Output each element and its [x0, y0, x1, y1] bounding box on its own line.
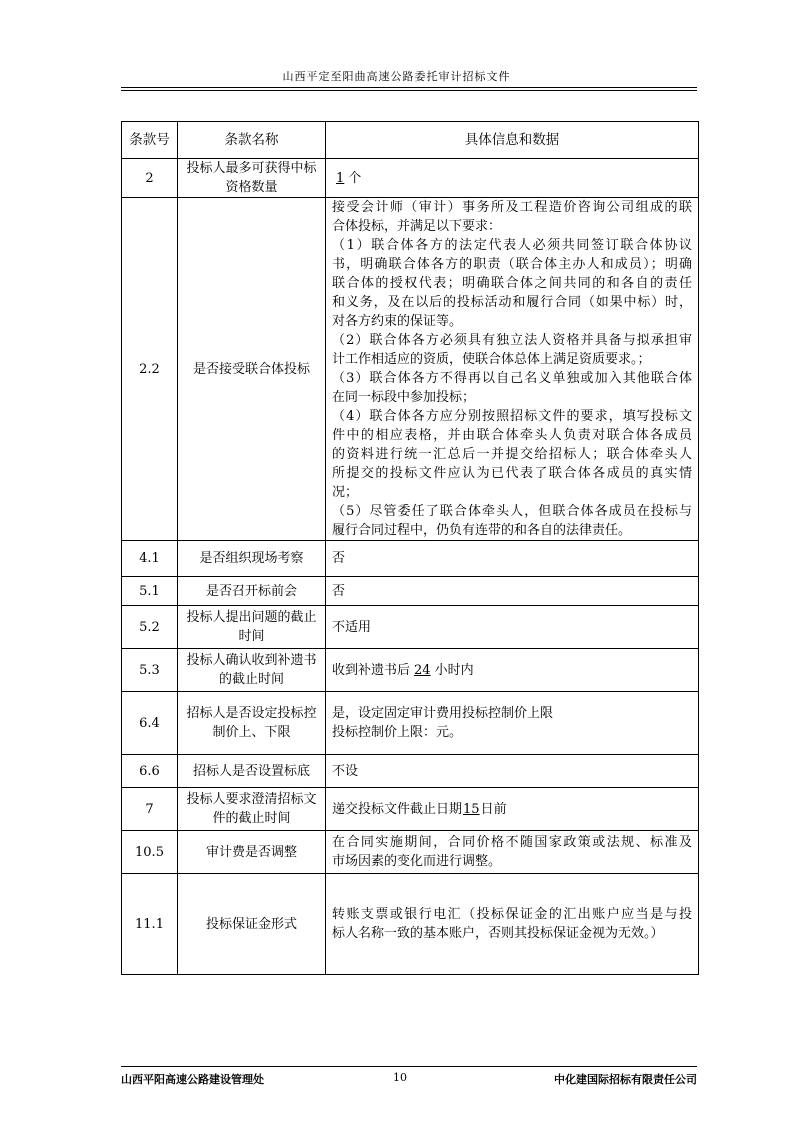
detail-line: 和义务，及在以后的投标活动和履行合同（如果中标）时，	[332, 295, 692, 310]
clause-no: 7	[122, 788, 178, 831]
clause-no: 5.2	[122, 606, 178, 649]
detail-line: 接受会计师（审计）事务所及工程造价咨询公司组成的联	[332, 200, 692, 215]
clause-details: 不设	[326, 755, 699, 788]
clause-details	[326, 198, 699, 541]
header-clause-name: 条款名称	[178, 122, 326, 159]
detail-line: 市场因素的变化而进行调整。	[332, 854, 502, 869]
table-row	[122, 788, 699, 831]
detail-line: （4）联合体各方应分别按照招标文件的要求，填写投标文	[332, 409, 692, 424]
suffix: 小时内	[434, 662, 474, 678]
clause-details	[326, 159, 699, 198]
clause-no: 6.4	[122, 692, 178, 755]
table-row	[122, 606, 699, 649]
detail-line: 在同一标段中参加投标；	[332, 390, 476, 405]
clause-name: 投标人要求澄清招标文件的截止时间	[178, 788, 326, 831]
value: 15	[463, 801, 480, 817]
clause-name: 是否接受联合体投标	[178, 198, 326, 541]
page-header: 山西平定至阳曲高速公路委托审计招标文件	[282, 70, 511, 83]
suffix: 日前	[480, 801, 507, 817]
detail-line: 标人名称一致的基本账户，否则其投标保证金视为无效。）	[332, 926, 664, 941]
table-row	[122, 649, 699, 692]
header-details: 具体信息和数据	[326, 122, 699, 159]
clause-name: 投标保证金形式	[178, 874, 326, 975]
footer-right: 中化建国际招标有限责任公司	[554, 1073, 697, 1086]
detail-line: 投标控制价上限：元。	[332, 725, 463, 740]
clause-name: 投标人确认收到补遗书的截止时间	[178, 649, 326, 692]
header-clause-no: 条款号	[122, 122, 178, 159]
clause-details: 不适用	[326, 606, 699, 649]
detail-line: （5）尽管委任了联合体牵头人，但联合体各成员在投标与	[332, 504, 692, 519]
clause-no: 10.5	[122, 831, 178, 874]
clause-no: 5.1	[122, 577, 178, 606]
clause-no: 2	[122, 159, 178, 198]
prefix: 收到补遗书后	[332, 662, 411, 678]
clause-name: 是否组织现场考察	[178, 541, 326, 577]
detail-line: 是，设定固定审计费用投标控制价上限	[332, 706, 554, 721]
table-row	[122, 692, 699, 755]
header-rule-thin	[121, 90, 697, 91]
footer-left: 山西平阳高速公路建设管理处	[121, 1073, 264, 1086]
clause-details	[326, 831, 699, 874]
clause-no: 5.3	[122, 649, 178, 692]
tender-data-table	[121, 121, 699, 975]
footer-rule	[121, 1066, 697, 1067]
clause-details	[326, 788, 699, 831]
detail-line: 计工作相适应的资质，使联合体总体上满足资质要求。；	[332, 352, 651, 367]
clause-no: 6.6	[122, 755, 178, 788]
table-row	[122, 755, 699, 788]
detail-line: 的资料进行统一汇总后一并提交给招标人；联合体牵头人	[332, 447, 692, 462]
value: 1	[336, 170, 345, 186]
table-row	[122, 198, 699, 541]
clause-name: 投标人最多可获得中标资格数量	[178, 159, 326, 198]
table-header-row	[122, 122, 699, 159]
detail-line: 况；	[332, 485, 359, 500]
table-row	[122, 831, 699, 874]
clause-no: 4.1	[122, 541, 178, 577]
table-row	[122, 159, 699, 198]
clause-no: 2.2	[122, 198, 178, 541]
clause-details	[326, 874, 699, 975]
detail-line: （2）联合体各方必须具有独立法人资格并具备与拟承担审	[332, 333, 692, 348]
prefix: 递交投标文件截止日期	[332, 801, 463, 817]
detail-line: 在合同实施期间，合同价格不随国家政策或法规、标准及	[332, 835, 692, 850]
clause-name: 审计费是否调整	[178, 831, 326, 874]
suffix: 个	[348, 170, 362, 186]
detail-line: 所提交的投标文件应认为已代表了联合体各成员的真实情	[332, 466, 692, 481]
detail-line: 合体投标，并满足以下要求：	[332, 219, 502, 234]
detail-line: 书，明确联合体各方的职责（联合体主办人和成员）；明确	[332, 257, 692, 272]
detail-line: 对各方约束的保证等。	[332, 314, 463, 329]
table-row	[122, 541, 699, 577]
clause-name: 投标人提出问题的截止时间	[178, 606, 326, 649]
table-row	[122, 874, 699, 975]
detail-line: （1）联合体各方的法定代表人必须共同签订联合体协议	[332, 238, 692, 253]
clause-details	[326, 692, 699, 755]
clause-no: 11.1	[122, 874, 178, 975]
clause-name: 招标人是否设定投标控制价上、下限	[178, 692, 326, 755]
clause-details: 否	[326, 541, 699, 577]
value: 24	[414, 662, 431, 678]
clause-details	[326, 649, 699, 692]
detail-line: 件中的相应表格，并由联合体牵头人负责对联合体各成员	[332, 428, 692, 443]
table-row	[122, 577, 699, 606]
clause-details: 否	[326, 577, 699, 606]
page-number: 10	[393, 1071, 407, 1084]
detail-line: 联合体的授权代表；明确联合体之间共同的和各自的责任	[332, 276, 692, 291]
clause-name: 招标人是否设置标底	[178, 755, 326, 788]
header-rule	[121, 87, 697, 88]
detail-line: 转账支票或银行电汇（投标保证金的汇出账户应当是与投	[332, 907, 692, 922]
detail-line: （3）联合体各方不得再以自己名义单独或加入其他联合体	[332, 371, 692, 386]
clause-name: 是否召开标前会	[178, 577, 326, 606]
detail-line: 履行合同过程中，仍负有连带的和各自的法律责任。	[332, 523, 632, 538]
